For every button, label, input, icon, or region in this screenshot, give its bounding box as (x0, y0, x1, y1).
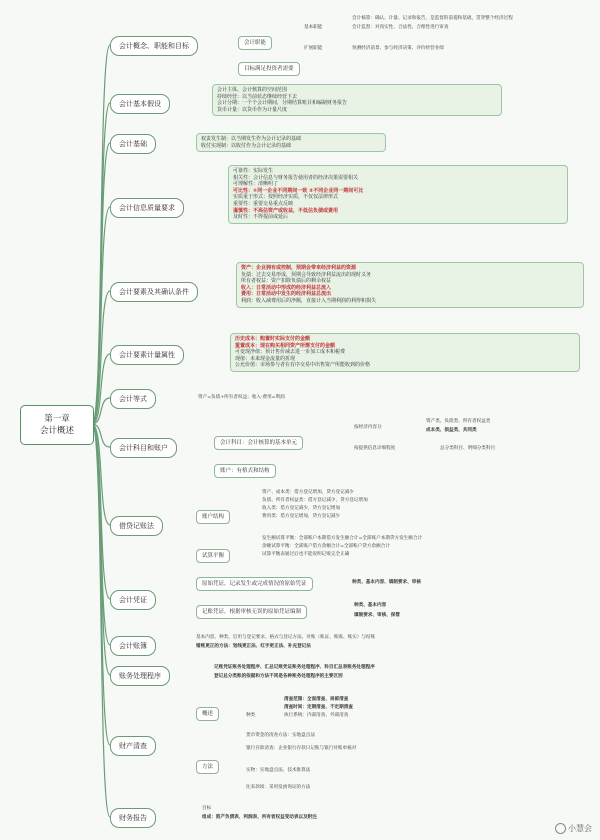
assumption-line-4: 货币计量：以货币作为计量尺度 (217, 106, 288, 113)
orig-item: 种类、基本内容、填制要求、审核 (352, 580, 421, 585)
quality-line-4: 可比性：①同一企业不同期间一致 ②不同企业同一期间可比 (233, 187, 364, 194)
measure-line-1: 历史成本：购置时实际支付的金额 (235, 336, 311, 342)
branch-measurement: 会计要素计量属性 (110, 345, 184, 365)
quality-line-6: 重要性：重要交易重点反映 (233, 200, 294, 207)
node-by-content: 按经济内容分 (354, 425, 382, 430)
detail-item: 总分类科目、明细分类科目 (440, 446, 496, 451)
element-line-6: 利润：收入减费用后的净额，直接计入当期利润的利得和损失 (241, 297, 377, 304)
method-item-3: 实物：实地盘点法、技术推算法 (246, 768, 311, 773)
watermark (555, 823, 592, 834)
basis-line-2: 收付实现制：以收付作为会计记录的基础 (201, 142, 292, 149)
node-account-title: 会计科目：会计核算的基本单元 (214, 436, 303, 450)
kind-item-1: 清查范围：全面清查、局部清查 (284, 697, 349, 702)
struct-item-4: 费用类：借方登记增加，贷方登记减少 (262, 514, 341, 519)
content-item-1: 资产类、负债类、所有者权益类 (426, 419, 491, 424)
measure-line-5: 公允价值：市场参与者在有序交易中出售资产所能收到的价格 (235, 362, 371, 369)
branch-inventory: 财产清查 (110, 736, 156, 756)
method-item-2: 银行存款清查：企业银行存款日记账与银行对账单核对 (246, 746, 357, 751)
equation-text: 资产=负债+所有者权益；收入-费用=利润 (198, 395, 285, 400)
root-line-2: 会计概述 (39, 426, 74, 436)
basic-item-1: 会计核算：确认、计量、记录和报告，是监督的前提和基础，贯穿整个经济过程 (352, 16, 513, 21)
assumption-line-3: 会计分期：一个个会计期间，分期结算账目和编制财务报告 (217, 100, 348, 107)
node-account: 账户：有格式和结构 (214, 464, 276, 478)
branch-equation: 会计等式 (110, 389, 156, 409)
rec-item-1: 种类、基本内容 (354, 603, 387, 608)
method-item-1: 货币资金的清查方法：实地盘点法 (246, 733, 315, 738)
quality-line-8: 及时性：不得提前或延后 (233, 214, 289, 221)
root-node (20, 405, 94, 445)
measure-line-2: 重置成本：现在购买相同资产所需支付的金额 (235, 342, 336, 349)
basic-item-2: 会计监督：对真实性、合法性、合理性进行审查 (352, 25, 449, 30)
branch-assumptions: 会计基本假设 (110, 94, 170, 114)
basis-line-1: 权责发生制：以当期发生作为会计记录的基础 (201, 136, 302, 142)
branch-basis: 会计基础 (110, 134, 156, 154)
node-goal: 目标满足投资者需要 (238, 62, 300, 76)
branch-debit-credit: 借贷记账法 (110, 516, 163, 536)
node-kinds: 种类 (246, 713, 256, 718)
node-extended-function: 扩展职能 (304, 46, 323, 51)
element-line-5: 费用：日常活动中发生的经济利益总流出 (241, 291, 332, 298)
node-account-structure: 账户结构 (196, 510, 230, 524)
assumption-line-1: 会计主体、会计核算的空间范围 (217, 87, 288, 93)
node-original-voucher: 原始凭证，记录发生或完成情况的原始凭证 (196, 577, 313, 591)
branch-concept: 会计概念、职能和目标 (110, 36, 198, 56)
books-line-1: 基本内容、种类、启用与登记要求、格式与登记方法、对账（账证、账账、账实）与结账 (196, 635, 376, 640)
node-by-detail: 按提供信息详细程度 (354, 446, 396, 451)
content-item-2: 成本类、损益类、共同类 (426, 428, 477, 433)
branch-report: 财务报告 (110, 808, 156, 828)
watermark-text: 小慧会 (568, 824, 592, 833)
struct-item-3: 收入类：借方登记减少，贷方登记增加 (262, 506, 341, 511)
measure-line-4: 现值：未来现金流量的折现 (235, 355, 296, 362)
node-basic-function: 基本职能 (304, 25, 323, 30)
branch-quality: 会计信息质量要求 (110, 198, 184, 218)
struct-item-2: 负债、所有者权益类：借方登记减少，贷方登记增加 (262, 498, 368, 503)
procedure-line-1: 记账凭证账务处理程序、汇总记账凭证账务处理程序、科目汇总表账务处理程序 (214, 665, 375, 670)
basis-box (196, 133, 386, 152)
element-line-3: 所有者权益：资产扣除负债后的剩余权益 (241, 278, 332, 285)
quality-line-7: 谨慎性：不高估资产或收益，不低估负债或费用 (233, 207, 339, 214)
branch-books: 会计账簿 (110, 636, 156, 656)
branch-procedures: 账务处理程序 (110, 666, 170, 686)
node-overview: 概述 (196, 707, 219, 721)
element-line-1: 资产：企业拥有或控制，预期会带来经济利益的资源 (241, 265, 357, 271)
assumptions-box (212, 84, 502, 116)
root-line-1: 第一章 (44, 414, 70, 424)
quality-line-1: 可靠性：实际发生 (233, 168, 274, 174)
measure-line-3: 可变现净值：预计售价减去进一步加工成本和税费 (235, 349, 346, 356)
trial-item-2: 余额试算平衡：全部账户借方余额合计=全部账户贷方余额合计 (262, 544, 390, 549)
node-function: 会计职能 (238, 36, 272, 50)
rec-item-2: 填制要求、审核、保管 (354, 613, 400, 618)
method-item-4: 往来款项：采用发函询证的方法 (246, 785, 311, 790)
node-record-voucher: 记账凭证，根据审核无误的原始凭证编制 (196, 605, 307, 619)
branch-vouchers: 会计凭证 (110, 590, 156, 610)
quality-line-2: 相关性：会计信息与财务报告使用者的经济决策需要相关 (233, 174, 359, 181)
branch-elements: 会计要素及其确认条件 (110, 282, 198, 302)
report-goal: 目标 (202, 806, 212, 811)
branch-accounts: 会计科目和账户 (110, 438, 177, 458)
node-trial-balance: 试算平衡 (196, 549, 230, 563)
struct-item-1: 资产、成本类：借方登记增加，贷方登记减少 (262, 490, 354, 495)
trial-item-3: 试算平衡表通过后也不能说明记账完全正确 (262, 552, 350, 557)
trial-item-1: 发生额试算平衡：全部账户本期借方发生额合计=全部账户本期贷方发生额合计 (262, 536, 423, 541)
elements-box (236, 262, 584, 308)
report-composition: 组成：资产负债表、利润表、所有者权益变动表以及附注 (202, 815, 317, 820)
quality-line-3: 可理解性：清晰明了 (233, 181, 279, 188)
procedure-line-2: 登记总分类账的依据和方法不同是各种账务处理程序的主要区别 (214, 674, 343, 679)
extended-item: 预测经济前景、参与经济决策、评价经营业绩 (352, 46, 444, 51)
books-line-2: 错账更正的方法：划线更正法、红字更正法、补充登记法 (196, 644, 311, 649)
kind-item-2: 清查时间：定期清查、不定期清查 (284, 705, 353, 710)
measurement-box (230, 333, 580, 372)
element-line-4: 收入：日常活动中形成的经济利益总流入 (241, 284, 332, 291)
element-line-2: 负债：过去交易形成，预期会导致经济利益流出的现时义务 (241, 271, 372, 278)
quality-box (228, 165, 568, 224)
connector-line (92, 143, 110, 424)
watermark-icon (555, 823, 566, 834)
assumption-line-2: 持续经营：以当前状态继续经营下去 (217, 93, 298, 100)
quality-line-5: 实质重于形式：按照经济实质，不仅仅法律形式 (233, 194, 339, 201)
node-methods: 方法 (196, 760, 219, 774)
kind-item-3: 执行系统：内部清查、外部清查 (284, 713, 349, 718)
